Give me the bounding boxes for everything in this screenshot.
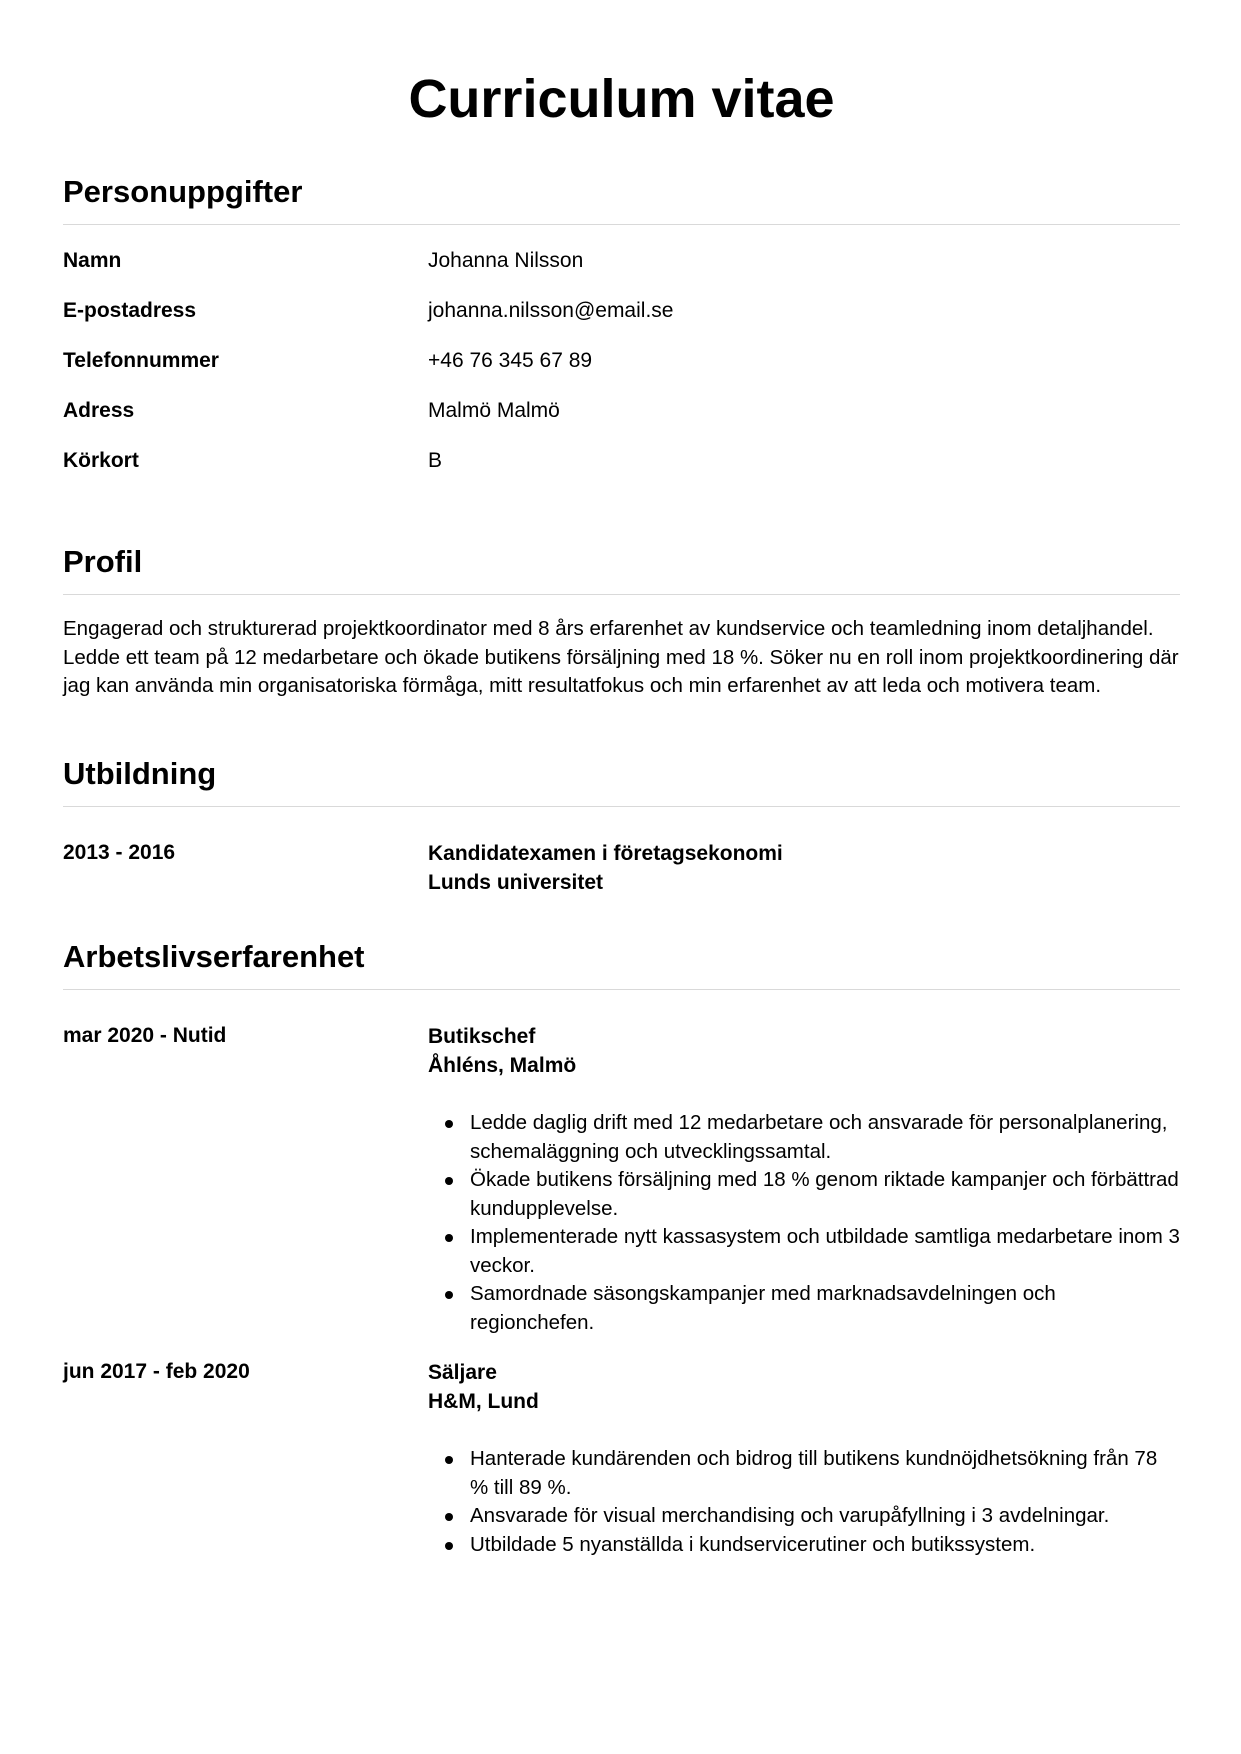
section-experience (63, 937, 1180, 1559)
entry-date: jun 2017 - feb 2020 (63, 1360, 250, 1383)
entry-body (428, 1022, 1180, 1337)
personal-row-license (63, 447, 1180, 497)
list-item: Hanterade kundärenden och bidrog till butikens kundnöjdhetsökning från 78 % till 89 %. (428, 1445, 1180, 1502)
field-value: B (428, 449, 443, 472)
field-value: johanna.nilsson@email.se (428, 299, 674, 322)
section-personal (63, 172, 1180, 497)
section-heading-education: Utbildning (63, 754, 1180, 807)
field-label: Körkort (63, 449, 139, 472)
entry-title: Kandidatexamen i företagsekonomi (428, 842, 783, 865)
list-item: Implementerade nytt kassasystem och utbildade samtliga medarbetare inom 3 veckor. (428, 1223, 1180, 1280)
entry-title: Säljare (428, 1361, 497, 1384)
list-item: Utbildade 5 nyanställda i kundservicerutiner och butikssystem. (428, 1531, 1180, 1560)
section-heading-personal: Personuppgifter (63, 172, 1180, 225)
section-heading-experience: Arbetslivserfarenhet (63, 937, 1180, 990)
profile-summary: Engagerad och strukturerad projektkoordinator med 8 års erfarenhet av kundservice och teamledning inom detaljhandel. Ledde ett team på 12 medarbetare och ökade butikens försäljning med 18 %. Söker nu en roll inom projektkoordinering där jag kan använda min organisatoriska förmåga, mitt resultatfokus och min erfarenhet av att leda och motivera team. (63, 617, 1179, 697)
field-label: E-postadress (63, 299, 197, 322)
field-label: Telefonnummer (63, 349, 219, 372)
personal-row-name (63, 247, 1180, 297)
field-value: +46 76 345 67 89 (428, 349, 593, 372)
personal-row-address (63, 397, 1180, 447)
personal-details-table (63, 247, 1180, 497)
entry-date: 2013 - 2016 (63, 841, 176, 864)
entry-body (428, 839, 1180, 897)
achievement-list (428, 1445, 1180, 1559)
entry-date: mar 2020 - Nutid (63, 1024, 227, 1047)
list-item: Ledde daglig drift med 12 medarbetare och ansvarade för personalplanering, schemaläggning och utvecklingssamtal. (428, 1109, 1180, 1166)
section-profile (63, 542, 1180, 701)
education-entry (63, 839, 1180, 897)
achievement-list (428, 1109, 1180, 1337)
entry-org: Åhléns, Malmö (428, 1054, 577, 1077)
field-label: Namn (63, 249, 122, 272)
section-heading-profile: Profil (63, 542, 1180, 595)
list-item: Ökade butikens försäljning med 18 % genom riktade kampanjer och förbättrad kundupplevelse. (428, 1166, 1180, 1223)
entry-title: Butikschef (428, 1025, 536, 1048)
entry-body (428, 1358, 1180, 1559)
experience-entry (63, 1022, 1180, 1337)
field-value: Johanna Nilsson (428, 249, 584, 272)
field-label: Adress (63, 399, 135, 422)
entry-org: H&M, Lund (428, 1390, 539, 1413)
section-education (63, 754, 1180, 897)
page-title: Curriculum vitae (408, 69, 835, 129)
experience-entry (63, 1358, 1180, 1559)
field-value: Malmö Malmö (428, 399, 560, 422)
list-item: Ansvarade för visual merchandising och varupåfyllning i 3 avdelningar. (428, 1502, 1180, 1531)
entry-org: Lunds universitet (428, 871, 604, 894)
list-item: Samordnade säsongskampanjer med marknadsavdelningen och regionchefen. (428, 1280, 1180, 1337)
personal-row-email (63, 297, 1180, 347)
personal-row-phone (63, 347, 1180, 397)
